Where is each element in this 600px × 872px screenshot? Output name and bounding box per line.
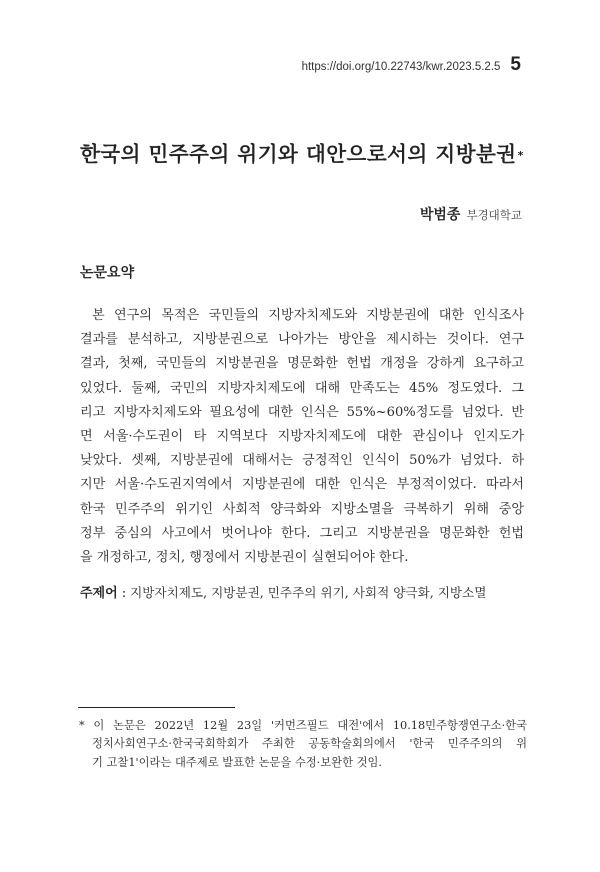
abstract-line: 면 서울·수도권이 타 지역보다 지방자치제도에 대한 관심이나 인지도가: [80, 429, 524, 445]
author-name: 박범종: [419, 207, 461, 223]
author-line: [420, 204, 522, 224]
abstract-line: 정부 중심의 사고에서 벗어나야 한다. 그리고 지방분권을 명문화한 헌법: [80, 525, 524, 541]
footnote-line: 기 고찰1'이라는 대주제로 발표한 논문을 수정·보완한 것임.: [92, 755, 383, 769]
footnote-line: 정치사회연구소·한국국회학회가 주최한 공동학술회의에서 '한국 민주주의의 위: [92, 737, 527, 751]
keywords-values: 지방자치제도, 지방분권, 민주주의 위기, 사회적 양극화, 지방소멸: [130, 585, 487, 600]
paper-title-text: 한국의 민주주의 위기와 대안으로서의 지방분권: [80, 142, 517, 166]
doi-link[interactable]: https://doi.org/10.22743/kwr.2023.5.2.5: [301, 61, 501, 73]
abstract-line: 을 개정하고, 정치, 행정에서 지방분권이 실현되어야 한다.: [80, 550, 409, 566]
title-footnote-mark: *: [517, 149, 524, 162]
footnote-marker: *: [79, 719, 85, 732]
footnote-divider: [78, 707, 235, 708]
keywords-separator: :: [121, 586, 127, 601]
abstract-line: 낮았다. 셋째, 지방분권에 대해서는 긍정적인 인식이 50%가 넘었다. 하: [80, 453, 524, 469]
keywords: [80, 582, 530, 601]
abstract-line: 있었다. 둘째, 국민의 지방자치제도에 대해 만족도는 45% 정도였다. 그: [80, 380, 524, 396]
page-header: [302, 54, 521, 76]
footnote: [79, 717, 527, 772]
abstract-line: 결과, 첫째, 국민들의 지방분권을 명문화한 헌법 개정을 강하게 요구하고: [80, 356, 524, 372]
abstract-line: 한국 민주주의 위기인 사회적 양극화와 지방소멸을 극복하기 위해 중앙: [80, 501, 524, 517]
paper-title: [80, 137, 560, 167]
footnote-line: [79, 717, 527, 735]
abstract-body: [80, 304, 524, 570]
abstract-line: 리고 지방자치제도와 필요성에 대한 인식은 55%~60%정도를 넘었다. 반: [80, 404, 524, 420]
abstract-line: 지만 서울·수도권지역에서 지방분권에 대한 인식은 부정적이었다. 따라서: [80, 477, 524, 493]
footnote-line-text: 이 논문은 2022년 12월 23일 '커먼즈필드 대전'에서 10.18민주항쟁연구소·한국: [93, 719, 527, 732]
page-number: 5: [510, 54, 521, 75]
abstract-line: 결과를 분석하고, 지방분권으로 나아가는 방안을 제시하는 것이다. 연구: [80, 332, 524, 348]
abstract-heading: 논문요약: [80, 265, 135, 281]
abstract-line: 본 연구의 목적은 국민들의 지방자치제도와 지방분권에 대한 인식조사: [92, 308, 524, 323]
author-affiliation: 부경대학교: [466, 208, 522, 222]
keywords-label: 주제어: [80, 586, 118, 601]
